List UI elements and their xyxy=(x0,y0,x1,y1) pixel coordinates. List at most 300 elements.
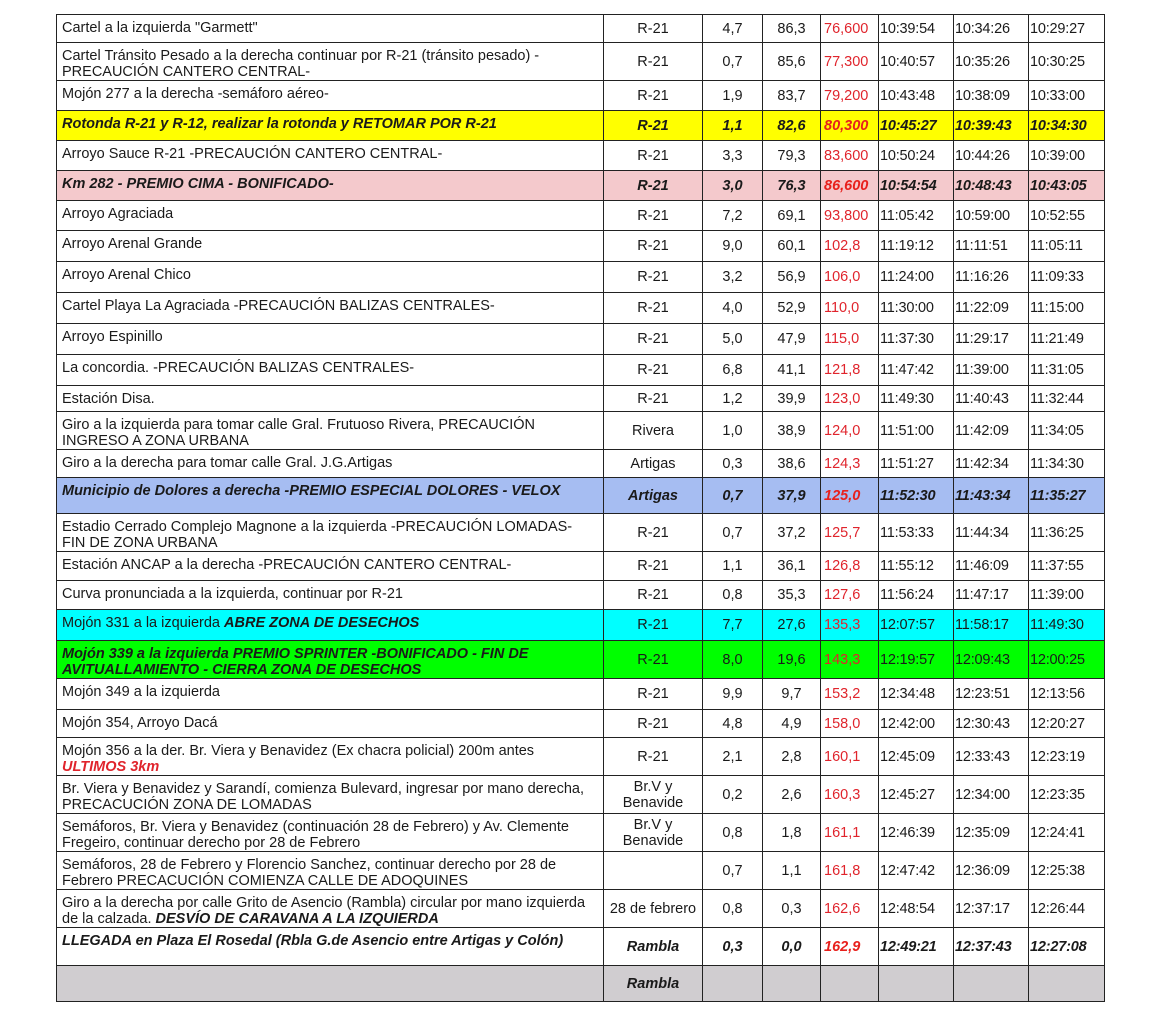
road-cell-text: R-21 xyxy=(637,117,669,134)
km-cell xyxy=(821,15,879,43)
partial-distance-cell-text: 0,8 xyxy=(722,900,743,917)
time-fast-cell xyxy=(879,111,954,141)
remaining-distance-cell-text: 79,3 xyxy=(777,147,806,164)
time-mid-cell xyxy=(954,928,1029,966)
time-fast-cell-text: 11:55:12 xyxy=(880,558,934,574)
time-slow-cell xyxy=(1029,514,1105,552)
time-fast-cell xyxy=(879,262,954,293)
time-fast-cell-text: 11:56:24 xyxy=(880,587,934,603)
road-cell-text: Br.V y Benavide xyxy=(622,778,684,811)
time-mid-cell-text: 11:44:34 xyxy=(955,524,1009,541)
description-cell xyxy=(57,581,604,610)
time-fast-cell-text: 11:24:00 xyxy=(880,269,934,285)
description-cell-text: Mojón 339 a la izquierda PREMIO SPRINTER -BONIFICADO - FIN DE AVITUALLAMIENTO - CIERRA ZONA DE DESECHOS xyxy=(62,646,529,678)
remaining-distance-cell xyxy=(763,43,821,81)
km-cell xyxy=(821,581,879,610)
time-fast-cell xyxy=(879,386,954,412)
remaining-distance-cell xyxy=(763,738,821,776)
description-cell xyxy=(57,738,604,776)
partial-distance-cell-text: 0,3 xyxy=(722,938,743,955)
partial-distance-cell xyxy=(703,43,763,81)
remaining-distance-cell-text: 39,9 xyxy=(777,390,806,407)
time-slow-cell xyxy=(1029,814,1105,852)
partial-distance-cell xyxy=(703,293,763,324)
time-mid-cell xyxy=(954,355,1029,386)
time-mid-cell-text: 12:36:09 xyxy=(955,862,1010,879)
road-cell xyxy=(604,641,703,679)
partial-distance-cell-text: 1,1 xyxy=(722,558,743,574)
time-fast-cell xyxy=(879,450,954,478)
description-cell xyxy=(57,679,604,710)
description-cell-text: LLEGADA en Plaza El Rosedal (Rbla G.de Asencio entre Artigas y Colón) xyxy=(62,933,564,949)
remaining-distance-cell-text: 4,9 xyxy=(781,715,802,732)
road-cell-text: R-21 xyxy=(637,715,669,732)
remaining-distance-cell xyxy=(763,15,821,43)
time-slow-cell xyxy=(1029,386,1105,412)
table-row xyxy=(57,581,1105,610)
km-cell-text: 126,8 xyxy=(824,558,861,574)
time-mid-cell-text: 11:40:43 xyxy=(955,390,1009,407)
remaining-distance-cell xyxy=(763,966,821,1002)
km-cell xyxy=(821,355,879,386)
remaining-distance-cell xyxy=(763,412,821,450)
partial-distance-cell-text: 3,3 xyxy=(722,147,743,164)
km-cell xyxy=(821,450,879,478)
remaining-distance-cell-text: 1,1 xyxy=(781,862,802,879)
km-cell xyxy=(821,710,879,738)
table-row xyxy=(57,171,1105,201)
km-cell-text: 110,0 xyxy=(824,300,860,316)
remaining-distance-cell xyxy=(763,514,821,552)
time-mid-cell-text: 12:34:00 xyxy=(955,786,1010,803)
partial-distance-cell xyxy=(703,412,763,450)
time-mid-cell xyxy=(954,262,1029,293)
km-cell xyxy=(821,890,879,928)
remaining-distance-cell-text: 38,9 xyxy=(777,422,806,439)
time-fast-cell-text: 12:42:00 xyxy=(880,715,935,732)
road-cell xyxy=(604,679,703,710)
road-cell xyxy=(604,581,703,610)
time-slow-cell-text: 10:34:30 xyxy=(1030,117,1087,134)
road-cell-text: Artigas xyxy=(628,487,678,504)
remaining-distance-cell xyxy=(763,386,821,412)
description-cell-text: Estadio Cerrado Complejo Magnone a la izquierda -PRECAUCIÓN LOMADAS- FIN DE ZONA URBANA xyxy=(62,519,573,551)
time-mid-cell xyxy=(954,478,1029,514)
time-fast-cell xyxy=(879,552,954,581)
time-mid-cell xyxy=(954,710,1029,738)
km-cell-text: 115,0 xyxy=(824,331,860,347)
remaining-distance-cell-text: 0,3 xyxy=(781,900,802,917)
time-slow-cell-text: 11:37:55 xyxy=(1030,558,1084,574)
description-cell-text: Arroyo Arenal Grande xyxy=(62,236,203,252)
time-slow-cell xyxy=(1029,262,1105,293)
description-cell-text: Mojón 354, Arroyo Dacá xyxy=(62,715,218,731)
time-fast-cell-text: 12:34:48 xyxy=(880,686,935,702)
partial-distance-cell xyxy=(703,386,763,412)
km-cell xyxy=(821,679,879,710)
description-cell xyxy=(57,324,604,355)
time-slow-cell-text: 12:24:41 xyxy=(1030,824,1085,841)
km-cell xyxy=(821,262,879,293)
remaining-distance-cell-text: 52,9 xyxy=(777,300,806,316)
road-cell xyxy=(604,514,703,552)
time-fast-cell xyxy=(879,514,954,552)
time-slow-cell xyxy=(1029,141,1105,171)
description-cell xyxy=(57,852,604,890)
time-mid-cell xyxy=(954,324,1029,355)
km-cell xyxy=(821,738,879,776)
road-cell xyxy=(604,15,703,43)
km-cell xyxy=(821,966,879,1002)
partial-distance-cell-text: 1,2 xyxy=(722,390,743,407)
time-fast-cell-text: 10:45:27 xyxy=(880,117,937,134)
time-mid-cell-text: 12:23:51 xyxy=(955,686,1010,702)
km-cell-text: 77,300 xyxy=(824,53,869,70)
km-cell xyxy=(821,552,879,581)
partial-distance-cell-text: 1,0 xyxy=(722,422,743,439)
km-cell xyxy=(821,641,879,679)
road-cell xyxy=(604,890,703,928)
km-cell-text: 158,0 xyxy=(824,715,861,732)
km-cell xyxy=(821,814,879,852)
remaining-distance-cell xyxy=(763,852,821,890)
time-fast-cell xyxy=(879,679,954,710)
time-fast-cell-text: 10:43:48 xyxy=(880,87,935,104)
road-cell-text: R-21 xyxy=(637,558,669,574)
km-cell-text: 86,600 xyxy=(824,177,869,194)
km-cell-text: 102,8 xyxy=(824,238,861,254)
time-mid-cell xyxy=(954,610,1029,641)
time-slow-cell-text: 12:27:08 xyxy=(1030,938,1087,955)
time-mid-cell xyxy=(954,738,1029,776)
time-fast-cell xyxy=(879,355,954,386)
remaining-distance-cell-text: 36,1 xyxy=(777,558,806,574)
km-cell-text: 93,800 xyxy=(824,207,869,224)
partial-distance-cell-text: 3,2 xyxy=(722,269,743,285)
table-row xyxy=(57,552,1105,581)
km-cell-text: 161,8 xyxy=(824,862,861,879)
table-row xyxy=(57,355,1105,386)
time-slow-cell xyxy=(1029,15,1105,43)
partial-distance-cell xyxy=(703,641,763,679)
remaining-distance-cell xyxy=(763,324,821,355)
road-cell xyxy=(604,552,703,581)
km-cell xyxy=(821,386,879,412)
table-row xyxy=(57,610,1105,641)
partial-distance-cell xyxy=(703,111,763,141)
time-slow-cell-text: 10:29:27 xyxy=(1030,20,1085,37)
road-cell xyxy=(604,814,703,852)
description-cell xyxy=(57,141,604,171)
time-fast-cell-text: 11:51:27 xyxy=(880,455,934,472)
time-mid-cell xyxy=(954,852,1029,890)
time-slow-cell-text: 10:43:05 xyxy=(1030,177,1087,194)
time-fast-cell-text: 12:45:09 xyxy=(880,748,935,765)
time-fast-cell-text: 11:19:12 xyxy=(880,238,934,254)
time-mid-cell xyxy=(954,111,1029,141)
description-cell-text: Mojón 331 a la izquierda xyxy=(62,615,220,631)
remaining-distance-cell-text: 60,1 xyxy=(777,238,806,254)
route-table xyxy=(56,14,1105,1002)
km-cell xyxy=(821,171,879,201)
description-cell-text: Municipio de Dolores a derecha -PREMIO ESPECIAL DOLORES - VELOX xyxy=(62,483,561,499)
time-fast-cell-text: 10:39:54 xyxy=(880,20,935,37)
partial-distance-cell xyxy=(703,581,763,610)
road-cell xyxy=(604,293,703,324)
partial-distance-cell-text: 0,8 xyxy=(722,587,743,603)
road-cell xyxy=(604,111,703,141)
description-cell-text: Giro a la derecha por calle Grito de Asencio (Rambla) circular por mano izquierda de la calzada. xyxy=(62,895,586,927)
time-slow-cell xyxy=(1029,776,1105,814)
remaining-distance-cell xyxy=(763,450,821,478)
road-cell xyxy=(604,201,703,231)
time-mid-cell-text: 12:35:09 xyxy=(955,824,1010,841)
time-fast-cell xyxy=(879,890,954,928)
time-slow-cell-text: 11:05:11 xyxy=(1030,238,1083,254)
time-slow-cell-text: 11:34:30 xyxy=(1030,455,1084,472)
time-fast-cell xyxy=(879,412,954,450)
partial-distance-cell xyxy=(703,928,763,966)
description-cell-text: Cartel a la izquierda "Garmett" xyxy=(62,20,258,36)
road-cell-text: Rambla xyxy=(626,938,680,955)
km-cell-text: 125,0 xyxy=(824,487,861,504)
partial-distance-cell-text: 0,7 xyxy=(722,862,743,879)
time-mid-cell xyxy=(954,814,1029,852)
description-cell-text: Giro a la derecha para tomar calle Gral. J.G.Artigas xyxy=(62,455,393,471)
time-slow-cell xyxy=(1029,679,1105,710)
partial-distance-cell-text: 4,0 xyxy=(722,300,743,316)
remaining-distance-cell xyxy=(763,171,821,201)
table-row xyxy=(57,710,1105,738)
road-cell-text: R-21 xyxy=(637,269,669,285)
description-cell-text: Mojón 277 a la derecha -semáforo aéreo- xyxy=(62,86,329,102)
road-cell xyxy=(604,710,703,738)
remaining-distance-cell xyxy=(763,293,821,324)
table-row xyxy=(57,412,1105,450)
partial-distance-cell xyxy=(703,450,763,478)
description-cell xyxy=(57,412,604,450)
time-slow-cell xyxy=(1029,324,1105,355)
time-mid-cell xyxy=(954,171,1029,201)
remaining-distance-cell xyxy=(763,231,821,262)
remaining-distance-cell-text: 41,1 xyxy=(777,362,806,378)
description-cell-text: Cartel Playa La Agraciada -PRECAUCIÓN BALIZAS CENTRALES- xyxy=(62,298,495,314)
time-fast-cell-text: 12:19:57 xyxy=(880,651,935,668)
remaining-distance-cell xyxy=(763,111,821,141)
partial-distance-cell-text: 0,7 xyxy=(722,53,743,70)
partial-distance-cell xyxy=(703,15,763,43)
road-cell-text: R-21 xyxy=(637,147,669,164)
time-fast-cell-text: 11:49:30 xyxy=(880,390,934,407)
time-slow-cell xyxy=(1029,171,1105,201)
road-cell xyxy=(604,738,703,776)
time-fast-cell xyxy=(879,478,954,514)
table-row xyxy=(57,81,1105,111)
description-cell-text: Cartel Tránsito Pesado a la derecha continuar por R-21 (tránsito pesado) -PRECAUCIÓN CANTERO CENTRAL- xyxy=(62,48,540,80)
km-cell xyxy=(821,852,879,890)
remaining-distance-cell-text: 82,6 xyxy=(777,117,806,134)
partial-distance-cell xyxy=(703,710,763,738)
partial-distance-cell-text: 5,0 xyxy=(722,331,743,347)
road-cell-text: Br.V y Benavide xyxy=(622,816,684,849)
time-fast-cell-text: 12:49:21 xyxy=(880,938,937,955)
table-row xyxy=(57,966,1105,1002)
remaining-distance-cell-text: 76,3 xyxy=(777,177,806,194)
description-cell-text: Giro a la izquierda para tomar calle Gral. Frutuoso Rivera, PRECAUCIÓN INGRESO A ZONA URBANA xyxy=(62,417,536,449)
time-mid-cell-text: 11:43:34 xyxy=(955,487,1011,504)
time-slow-cell-text: 11:49:30 xyxy=(1030,617,1084,633)
km-cell-text: 127,6 xyxy=(824,587,861,603)
time-fast-cell xyxy=(879,15,954,43)
remaining-distance-cell xyxy=(763,201,821,231)
description-cell-text: Arroyo Arenal Chico xyxy=(62,267,191,283)
table-row xyxy=(57,478,1105,514)
time-mid-cell xyxy=(954,450,1029,478)
partial-distance-cell xyxy=(703,231,763,262)
partial-distance-cell-text: 6,8 xyxy=(722,362,743,378)
road-cell-text: R-21 xyxy=(637,748,669,765)
remaining-distance-cell xyxy=(763,141,821,171)
remaining-distance-cell-text: 35,3 xyxy=(777,587,806,603)
time-mid-cell-text: 12:37:17 xyxy=(955,900,1010,917)
description-cell-text: La concordia. -PRECAUCIÓN BALIZAS CENTRALES- xyxy=(62,360,415,376)
remaining-distance-cell xyxy=(763,355,821,386)
time-slow-cell-text: 11:31:05 xyxy=(1030,362,1084,378)
time-fast-cell-text: 10:54:54 xyxy=(880,177,937,194)
time-slow-cell xyxy=(1029,581,1105,610)
time-slow-cell-text: 12:00:25 xyxy=(1030,651,1085,668)
km-cell-text: 161,1 xyxy=(824,824,861,841)
time-mid-cell-text: 11:11:51 xyxy=(955,238,1008,254)
time-slow-cell-text: 12:26:44 xyxy=(1030,900,1085,917)
description-cell-text: Mojón 356 a la der. Br. Viera y Benavidez (Ex chacra policial) 200m antes xyxy=(62,743,535,759)
time-mid-cell-text: 11:42:09 xyxy=(955,422,1009,439)
km-cell xyxy=(821,141,879,171)
remaining-distance-cell xyxy=(763,928,821,966)
time-mid-cell-text: 11:47:17 xyxy=(955,587,1009,603)
km-cell xyxy=(821,43,879,81)
time-fast-cell xyxy=(879,776,954,814)
road-cell xyxy=(604,610,703,641)
road-cell xyxy=(604,928,703,966)
time-slow-cell xyxy=(1029,738,1105,776)
partial-distance-cell xyxy=(703,966,763,1002)
time-mid-cell-text: 12:33:43 xyxy=(955,748,1010,765)
time-mid-cell xyxy=(954,81,1029,111)
description-cell xyxy=(57,15,604,43)
partial-distance-cell-text: 4,8 xyxy=(722,715,743,732)
time-slow-cell xyxy=(1029,450,1105,478)
road-cell-text: R-21 xyxy=(637,87,669,104)
time-mid-cell-text: 12:37:43 xyxy=(955,938,1012,955)
km-cell-text: 125,7 xyxy=(824,524,861,541)
km-cell-text: 124,0 xyxy=(824,422,861,439)
table-row xyxy=(57,776,1105,814)
partial-distance-cell-text: 3,0 xyxy=(722,177,743,194)
time-fast-cell-text: 11:37:30 xyxy=(880,331,934,347)
time-mid-cell xyxy=(954,679,1029,710)
partial-distance-cell xyxy=(703,679,763,710)
partial-distance-cell-text: 0,3 xyxy=(722,455,743,472)
description-cell xyxy=(57,450,604,478)
description-cell-text: Estación ANCAP a la derecha -PRECAUCIÓN CANTERO CENTRAL- xyxy=(62,557,512,573)
description-cell xyxy=(57,610,604,641)
description-cell xyxy=(57,478,604,514)
time-mid-cell-text: 10:34:26 xyxy=(955,20,1010,37)
km-cell xyxy=(821,478,879,514)
time-mid-cell xyxy=(954,514,1029,552)
partial-distance-cell-text: 0,2 xyxy=(722,786,743,803)
km-cell xyxy=(821,412,879,450)
description-cell-text: Arroyo Espinillo xyxy=(62,329,163,345)
time-fast-cell xyxy=(879,610,954,641)
remaining-distance-cell-text: 0,0 xyxy=(781,938,802,955)
table-row xyxy=(57,262,1105,293)
time-fast-cell-text: 12:45:27 xyxy=(880,786,935,803)
time-slow-cell xyxy=(1029,231,1105,262)
time-slow-cell xyxy=(1029,478,1105,514)
time-mid-cell xyxy=(954,641,1029,679)
km-cell-text: 83,600 xyxy=(824,147,869,164)
time-slow-cell xyxy=(1029,201,1105,231)
time-fast-cell-text: 11:52:30 xyxy=(880,487,936,504)
km-cell-text: 153,2 xyxy=(824,686,861,702)
time-slow-cell-text: 12:23:19 xyxy=(1030,748,1085,765)
description-cell xyxy=(57,776,604,814)
time-fast-cell-text: 11:53:33 xyxy=(880,524,934,541)
description-cell xyxy=(57,355,604,386)
table-row xyxy=(57,386,1105,412)
road-cell-text: R-21 xyxy=(637,617,669,633)
time-slow-cell xyxy=(1029,890,1105,928)
table-row xyxy=(57,679,1105,710)
km-cell xyxy=(821,81,879,111)
time-fast-cell xyxy=(879,171,954,201)
road-cell-text: R-21 xyxy=(637,362,669,378)
time-fast-cell xyxy=(879,928,954,966)
partial-distance-cell xyxy=(703,890,763,928)
remaining-distance-cell-text: 27,6 xyxy=(777,617,806,633)
road-cell-text: R-21 xyxy=(637,390,669,407)
time-fast-cell-text: 12:47:42 xyxy=(880,862,935,879)
description-emphasis: ABRE ZONA DE DESECHOS xyxy=(224,615,420,631)
description-cell xyxy=(57,386,604,412)
time-fast-cell xyxy=(879,141,954,171)
remaining-distance-cell xyxy=(763,641,821,679)
km-cell-text: 135,3 xyxy=(824,617,861,633)
road-cell xyxy=(604,262,703,293)
time-slow-cell-text: 11:15:00 xyxy=(1030,300,1084,316)
time-mid-cell-text: 10:39:43 xyxy=(955,117,1012,134)
time-fast-cell-text: 10:50:24 xyxy=(880,147,935,164)
time-mid-cell-text: 11:46:09 xyxy=(955,558,1009,574)
time-mid-cell xyxy=(954,201,1029,231)
description-cell xyxy=(57,231,604,262)
table-row xyxy=(57,738,1105,776)
time-slow-cell-text: 11:35:27 xyxy=(1030,487,1086,504)
time-mid-cell-text: 12:09:43 xyxy=(955,651,1010,668)
time-mid-cell-text: 11:42:34 xyxy=(955,455,1009,472)
partial-distance-cell-text: 2,1 xyxy=(722,748,743,765)
description-warning: ULTIMOS 3km xyxy=(62,759,160,775)
road-cell-text: Rambla xyxy=(626,975,680,992)
time-fast-cell xyxy=(879,231,954,262)
partial-distance-cell-text: 9,0 xyxy=(722,238,743,254)
remaining-distance-cell xyxy=(763,478,821,514)
time-mid-cell xyxy=(954,412,1029,450)
time-mid-cell-text: 10:38:09 xyxy=(955,87,1010,104)
time-slow-cell xyxy=(1029,81,1105,111)
